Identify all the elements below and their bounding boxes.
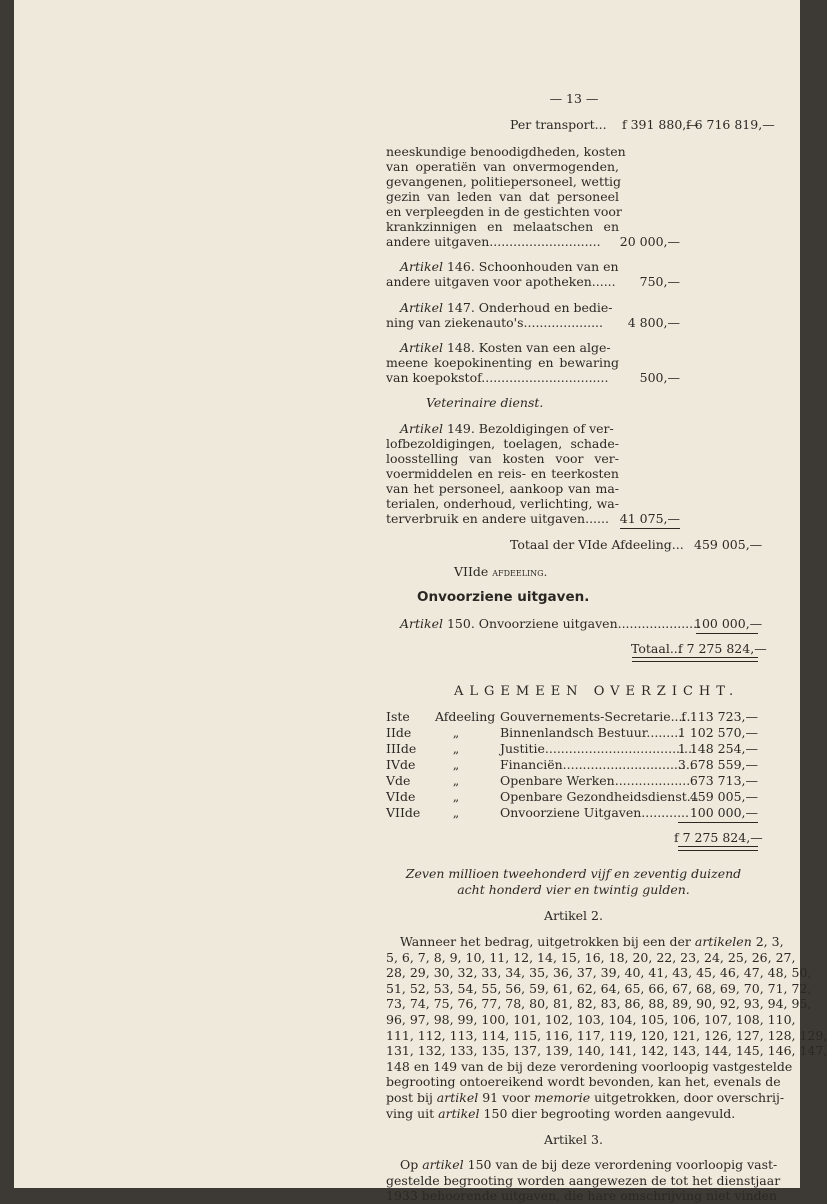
paragraph-continuation: neeskundige benoodigdheden, kosten van operatiën van onvermogenden, gevangenen, politiepersoneel, wettig gezin van leden van dat personeel en verpleegden in de gestichten voor krankzinnigen en melaatschen en andere uitgaven............................ xyxy=(386,144,626,249)
transport-label: Per transport... xyxy=(510,117,607,132)
veterinaire-heading: Veterinaire dienst. xyxy=(426,395,544,410)
amount-146: 750,— xyxy=(639,274,680,289)
amount-149: 41 075,— xyxy=(619,511,680,526)
transport-col2: f 6 716 819,— xyxy=(686,117,775,132)
artikel-3-heading: Artikel 3. xyxy=(544,1132,603,1147)
totaal-vide-amount: 459 005,— xyxy=(694,537,763,552)
overzicht-total: f 7 275 824,— xyxy=(674,830,763,845)
section-vii-heading: VIIde afdeeling. xyxy=(454,564,548,579)
art150-rule xyxy=(696,633,758,634)
amount-in-words-line2: acht honderd vier en twintig gulden. xyxy=(457,882,690,897)
amount-148: 500,— xyxy=(639,370,680,385)
totaal-double-rule xyxy=(632,657,758,662)
artikel-3-body: Op artikel 150 van de bij deze verordening voorloopig vast- gestelde begrooting worden aangewezen de tot het dienstjaar 1933 behoorende uitgaven, die hare omschrijving niet vinden xyxy=(386,1157,781,1204)
artikel-2-heading: Artikel 2. xyxy=(544,908,603,923)
document-page: — 13 — Per transport... f 391 880,— f 6 716 819,— neeskundige benoodigdheden, kosten van operatiën van onvermogenden, gevangenen, politiepersoneel, wettig gezin van leden van dat personeel en verpleegden in de gestichten voor krankzinnigen en melaatschen en andere uitgaven............................ 20 000,— Artikel 146. Schoonhouden van en andere uitgaven voor apotheken...... 750,— Artikel 147. Onderhoud en bedie- ning van ziekenauto's.................... 4 800,— Artikel 148. Kosten van een alge- meene koepokinenting en bewaring van koepokstof................................ 500,— Veterinaire dienst. Artikel 149. Bezoldigingen of ver- lofbezoldigingen, toelagen, schade- loosstelling van kosten voor ver- voermiddelen en reis- en teerkosten van het personeel, aankoop van ma- terialen, onderhoud, verlichting, wa- terverbruik en andere uitgaven...... 41 075,— Totaal der VIde Afdeeling... 459 005,— VIIde afdeeling. Onvoorziene uitgaven. Artikel 150. Onvoorziene uitgaven..................... 100 000,— Totaal... f 7 275 824,— ALGEMEEN OVERZICHT. Iste Afdeeling Gouvernements-Secretarie..... f 113 723,— IIde „ Binnenlandsch Bestuur......... 1 102 570,— IIIde „ Justitie...................................... 1 148 254,— IVde „ Financiën................................. 3 678 559,— Vde „ Openbare Werken................... 673 713,— VIde „ Openbare Gezondheidsdienst... 459 005,— VIIde „ Onvoorziene Uitgaven............ 100 000,— f 7 275 824,— Zeven millioen tweehonderd vijf en zeventig duizend acht honderd vier en twintig gulden. Artikel 2. Wanneer het bedrag, uitgetrokken bij een der artikelen 2, 3, 5, 6, 7, 8, 9, 10, 11, 12, 14, 15, 16, 18, 20, 22, 23, 24, 25, 26, 27, 28, 29, 30, 32, 33, 34, 35, 36, 37, 39, 40, 41, 43, 45, 46, 47, 48, 50, 51, 52, 53, 54, 55, 56, 59, 61, 62, 64, 65, 66, 67, 68, 69, 70, 71, 72, 73, 74, 75, 76, 77, 78, 80, 81, 82, 83, 86, 88, 89, 90, 92, 93, 94, 95, 96, 97, 98, 99, 100, 101, 102, 103, 104, 105, 106, 107, 108, 110, 111, 112, 113, 114, 115, 116, 117, 119, 120, 121, 126, 127, 128, 129, 131, 132, 133, 135, 137, 139, 140, 141, 142, 143, 144, 145, 146, 147, 148 en 149 van de bij deze verordening voorloopig vastgestelde begrooting ontoereikend wordt bevonden, kan het, evenals de post bij artikel 91 voor memorie uitgetrokken, door overschrij- ving uit artikel 150 dier begrooting worden aangevuld. Artikel 3. Op artikel 150 van de bij deze verordening voorloopig vast- gestelde begrooting worden aangewezen de tot het dienstjaar 1933 behoorende uitgaven, die hare omschrijving niet vinden xyxy=(14,0,800,1188)
artikel-150: Artikel 150. Onvoorziene uitgaven..................... xyxy=(400,616,702,631)
subtotal-rule xyxy=(620,528,680,529)
amount-in-words-line1: Zeven millioen tweehonderd vijf en zeventig duizend xyxy=(405,866,742,881)
overzicht-rule xyxy=(678,822,758,823)
transport-col1: f 391 880,— xyxy=(622,117,699,132)
totaal-label: Totaal... xyxy=(631,641,682,656)
totaal-vide-label: Totaal der VIde Afdeeling... xyxy=(510,537,684,552)
amount-147: 4 800,— xyxy=(627,315,680,330)
overzicht-heading: ALGEMEEN OVERZICHT. xyxy=(454,684,740,699)
artikel-149: Artikel 149. Bezoldigingen of ver- lofbezoldigingen, toelagen, schade- loosstelling van kosten voor ver- voermiddelen en reis- en teerkosten van het personeel, aankoop van ma- terialen, onderhoud, verlichting, wa- terverbruik en andere uitgaven...... xyxy=(386,421,619,526)
overzicht-double-rule xyxy=(678,846,758,851)
page-number: — 13 — xyxy=(549,91,599,106)
amount-continuation: 20 000,— xyxy=(619,234,680,249)
totaal-amount: f 7 275 824,— xyxy=(678,641,767,656)
artikel-148: Artikel 148. Kosten van een alge- meene koepokinenting en bewaring van koepokstof................................ xyxy=(386,340,619,385)
artikel-2-body: Wanneer het bedrag, uitgetrokken bij een der artikelen 2, 3, 5, 6, 7, 8, 9, 10, 11, 12, 14, 15, 16, 18, 20, 22, 23, 24, 25, 26, 27, 28, 29, 30, 32, 33, 34, 35, 36, 37, 39, 40, 41, 43, 45, 46, 47, 48, 50, 51, 52, 53, 54, 55, 56, 59, 61, 62, 64, 65, 66, 67, 68, 69, 70, 71, 72, 73, 74, 75, 76, 77, 78, 80, 81, 82, 83, 86, 88, 89, 90, 92, 93, 94, 95, 96, 97, 98, 99, 100, 101, 102, 103, 104, 105, 106, 107, 108, 110, 111, 112, 113, 114, 115, 116, 117, 119, 120, 121, 126, 127, 128, 129, 131, 132, 133, 135, 137, 139, 140, 141, 142, 143, 144, 145, 146, 147, 148 en 149 van de bij deze verordening voorloopig vastgestelde begrooting ontoereikend wordt bevonden, kan het, evenals de post bij artikel 91 voor memorie uitgetrokken, door overschrij- ving uit artikel 150 dier begrooting worden aangevuld. xyxy=(386,934,827,1121)
onvoorziene-heading: Onvoorziene uitgaven. xyxy=(417,589,590,605)
artikel-147: Artikel 147. Onderhoud en bedie- ning van ziekenauto's.................... xyxy=(386,300,613,330)
amount-150: 100 000,— xyxy=(694,616,763,631)
artikel-146: Artikel 146. Schoonhouden van en andere uitgaven voor apotheken...... xyxy=(386,259,619,289)
